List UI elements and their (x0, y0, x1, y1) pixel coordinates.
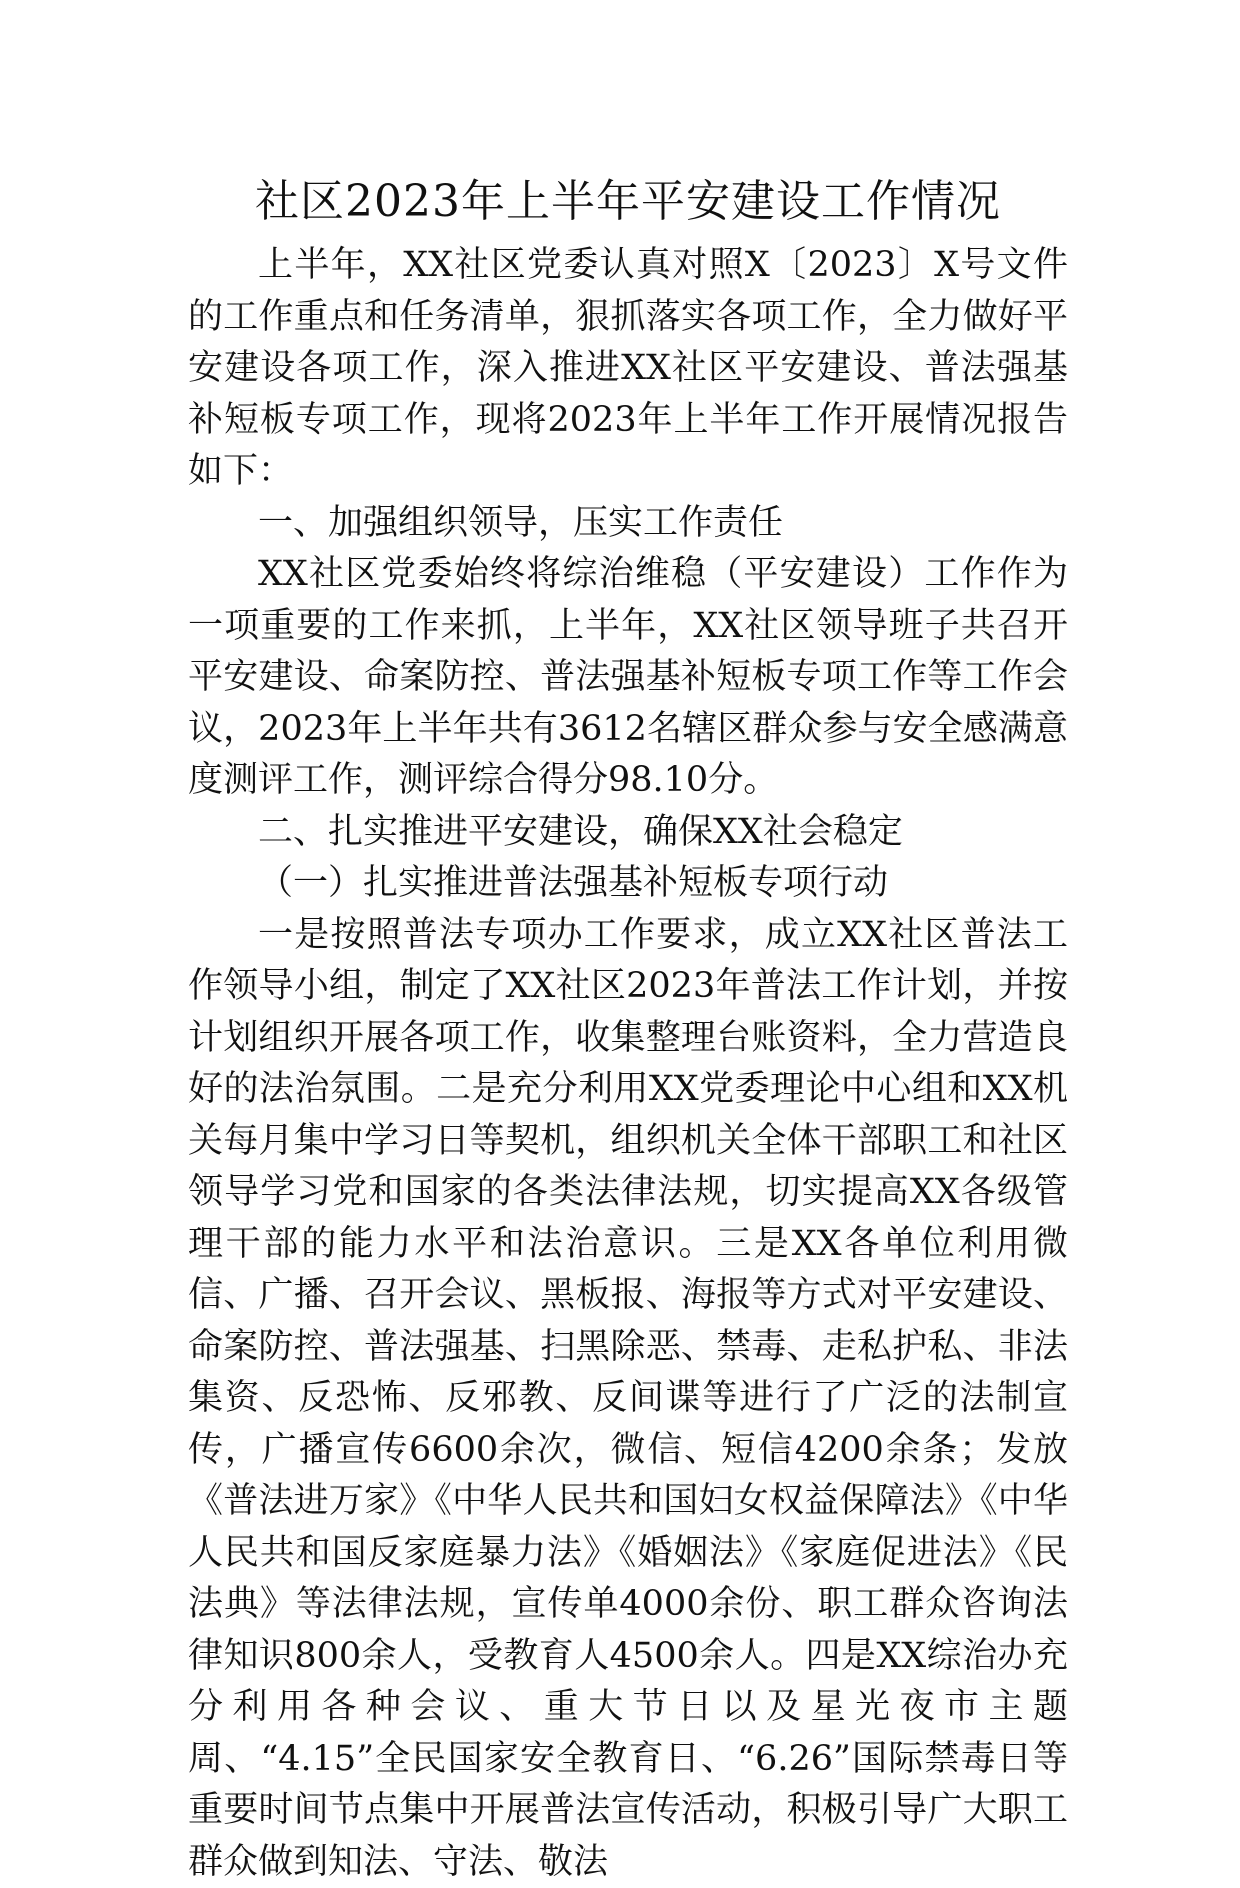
subsection-1-paragraph: 一是按照普法专项办工作要求，成立XX社区普法工作领导小组，制定了XX社区2023年普法工作计划，并按计划组织开展各项工作，收集整理台账资料，全力营造良好的法治氛围。二是充分利用XX党委理论中心组和XX机关每月集中学习日等契机，组织机关全体干部职工和社区领导学习党和国家的各类法律法规，切实提高XX各级管理干部的能力水平和法治意识。三是XX各单位利用微信、广播、召开会议、黑板报、海报等方式对平安建设、命案防控、普法强基、扫黑除恶、禁毒、走私护私、非法集资、反恐怖、反邪教、反间谍等进行了广泛的法制宣传，广播宣传6600余次，微信、短信4200余条；发放《普法进万家》《中华人民共和国妇女权益保障法》《中华人民共和国反家庭暴力法》《婚姻法》《家庭促进法》《民法典》等法律法规，宣传单4000余份、职工群众咨询法律知识800余人，受教育人4500余人。四是XX综治办充分利用各种会议、重大节日以及星光夜市主题周、“4.15”全民国家安全教育日、“6.26”国际禁毒日等重要时间节点集中开展普法宣传活动，积极引导广大职工群众做到知法、守法、敬法 (188, 910, 1068, 1888)
intro-paragraph: 上半年，XX社区党委认真对照X〔2023〕X号文件的工作重点和任务清单，狠抓落实各项工作，全力做好平安建设各项工作，深入推进XX社区平安建设、普法强基补短板专项工作，现将2023年上半年工作开展情况报告如下： (188, 240, 1068, 498)
section-heading-1: 一、加强组织领导，压实工作责任 (188, 498, 1068, 550)
section-1-paragraph: XX社区党委始终将综治维稳（平安建设）工作作为一项重要的工作来抓，上半年，XX社区领导班子共召开平安建设、命案防控、普法强基补短板专项工作等工作会议，2023年上半年共有3612名辖区群众参与安全感满意度测评工作，测评综合得分98.10分。 (188, 549, 1068, 807)
document-title: 社区2023年上半年平安建设工作情况 (188, 168, 1068, 236)
subsection-heading-1: （一）扎实推进普法强基补短板专项行动 (188, 858, 1068, 910)
section-heading-2: 二、扎实推进平安建设，确保XX社会稳定 (188, 807, 1068, 859)
document-page (188, 168, 1068, 1888)
